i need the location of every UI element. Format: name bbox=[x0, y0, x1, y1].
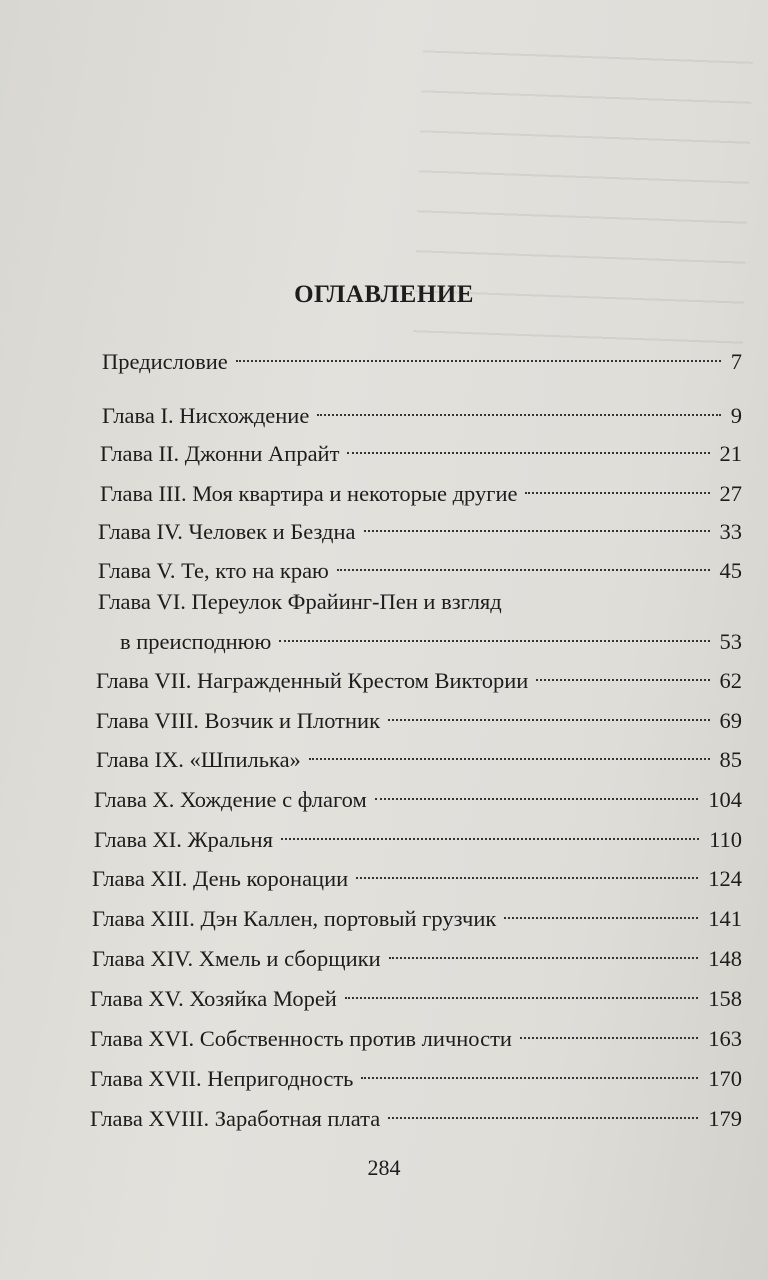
toc-entry-chapter-5 bbox=[98, 548, 742, 583]
toc-entry-label: Глава XVI. Собственность против личности bbox=[90, 1026, 512, 1051]
toc-entry-page: 21 bbox=[719, 441, 742, 466]
toc-entry-page: 85 bbox=[719, 747, 742, 772]
toc-entry-chapter-6 bbox=[120, 619, 742, 654]
toc-entry-page: 158 bbox=[708, 986, 742, 1011]
toc-entry-label: Глава VII. Награжденный Крестом Виктории bbox=[96, 668, 529, 693]
dot-leader bbox=[389, 936, 699, 966]
toc-entry-label: Глава XVIII. Заработная плата bbox=[90, 1106, 381, 1131]
toc-entry-page: 170 bbox=[708, 1066, 742, 1091]
toc-entry-page: 7 bbox=[730, 349, 742, 374]
toc-entry-label: Глава XI. Жральня bbox=[94, 827, 273, 852]
toc-entry-label: Глава I. Нисхождение bbox=[102, 403, 310, 428]
toc-entry-label: Глава III. Моя квартира и некоторые другие bbox=[100, 481, 518, 506]
toc-entry-page: 33 bbox=[719, 519, 742, 544]
toc-entry-page: 53 bbox=[719, 629, 742, 654]
toc-entry-label: Глава IX. «Шпилька» bbox=[96, 747, 301, 772]
toc-entry-page: 179 bbox=[708, 1106, 742, 1131]
toc-entry-page: 148 bbox=[708, 946, 742, 971]
dot-leader bbox=[375, 777, 699, 807]
dot-leader bbox=[236, 339, 721, 369]
toc-entry-chapter-11 bbox=[94, 817, 742, 852]
toc-entry-page: 124 bbox=[708, 866, 742, 891]
toc-entry-page: 27 bbox=[719, 481, 742, 506]
toc-entry-page: 69 bbox=[719, 708, 742, 733]
toc-entry-label: Глава II. Джонни Апрайт bbox=[100, 441, 340, 466]
toc-entry-chapter-12 bbox=[92, 856, 742, 891]
toc-entry-page: 104 bbox=[708, 787, 742, 812]
toc-entry-chapter-15 bbox=[90, 976, 742, 1011]
toc-entry-page: 110 bbox=[709, 827, 742, 852]
toc-title: ОГЛАВЛЕНИЕ bbox=[294, 281, 474, 308]
dot-leader bbox=[520, 1016, 698, 1046]
dot-leader bbox=[337, 548, 710, 578]
toc-entry-page: 163 bbox=[708, 1026, 742, 1051]
toc-entry-page: 62 bbox=[719, 668, 742, 693]
dot-leader bbox=[281, 817, 699, 847]
dot-leader bbox=[345, 976, 698, 1006]
page-number: 284 bbox=[367, 1155, 401, 1180]
dot-leader bbox=[279, 619, 709, 649]
show-through-texture bbox=[412, 24, 753, 365]
dot-leader bbox=[317, 393, 720, 423]
toc-entry-label: Глава XIII. Дэн Каллен, портовый грузчик bbox=[92, 906, 497, 931]
dot-leader bbox=[309, 737, 710, 767]
toc-entry-page: 45 bbox=[719, 558, 742, 583]
toc-entry-label: Глава XV. Хозяйка Морей bbox=[90, 986, 337, 1011]
toc-entry-chapter-9 bbox=[96, 737, 742, 772]
toc-entry-chapter-7 bbox=[96, 658, 742, 693]
toc-entry-chapter-6-line1: Глава VI. Переулок Фрайинг-Пен и взгляд bbox=[98, 589, 502, 614]
toc-entry-label: Глава XVII. Непригодность bbox=[90, 1066, 354, 1091]
dot-leader bbox=[504, 896, 698, 926]
toc-entry-chapter-3 bbox=[100, 471, 742, 506]
toc-entry-label: Глава X. Хождение с флагом bbox=[94, 787, 367, 812]
toc-entry-label: Глава VIII. Возчик и Плотник bbox=[96, 708, 380, 733]
toc-entry-chapter-14 bbox=[92, 936, 742, 971]
toc-entry-chapter-10 bbox=[94, 777, 742, 812]
toc-entry-label: Глава XIV. Хмель и сборщики bbox=[92, 946, 381, 971]
toc-entry-chapter-16 bbox=[90, 1016, 742, 1051]
toc-entry-preface bbox=[102, 339, 742, 374]
dot-leader bbox=[525, 471, 709, 501]
toc-entry-label: Глава XII. День коронации bbox=[92, 866, 349, 891]
dot-leader bbox=[388, 698, 710, 728]
toc-entry-chapter-13 bbox=[92, 896, 742, 931]
toc-entry-chapter-4 bbox=[98, 509, 742, 544]
dot-leader bbox=[364, 509, 710, 539]
toc-entry-label: Предисловие bbox=[102, 349, 228, 374]
toc-entry-chapter-17 bbox=[90, 1056, 742, 1091]
dot-leader bbox=[388, 1096, 698, 1126]
toc-entry-chapter-2 bbox=[100, 431, 742, 466]
toc-entry-label: Глава V. Те, кто на краю bbox=[98, 558, 329, 583]
toc-entry-page: 9 bbox=[730, 403, 742, 428]
toc-entry-chapter-1 bbox=[102, 393, 742, 428]
dot-leader bbox=[347, 431, 709, 461]
toc-entry-chapter-18 bbox=[90, 1096, 742, 1131]
dot-leader bbox=[356, 856, 698, 886]
dot-leader bbox=[361, 1056, 698, 1086]
toc-entry-label: Глава IV. Человек и Бездна bbox=[98, 519, 356, 544]
toc-entry-page: 141 bbox=[708, 906, 742, 931]
toc-entry-label: в преисподнюю bbox=[120, 629, 272, 654]
dot-leader bbox=[536, 658, 709, 688]
toc-entry-chapter-8 bbox=[96, 698, 742, 733]
